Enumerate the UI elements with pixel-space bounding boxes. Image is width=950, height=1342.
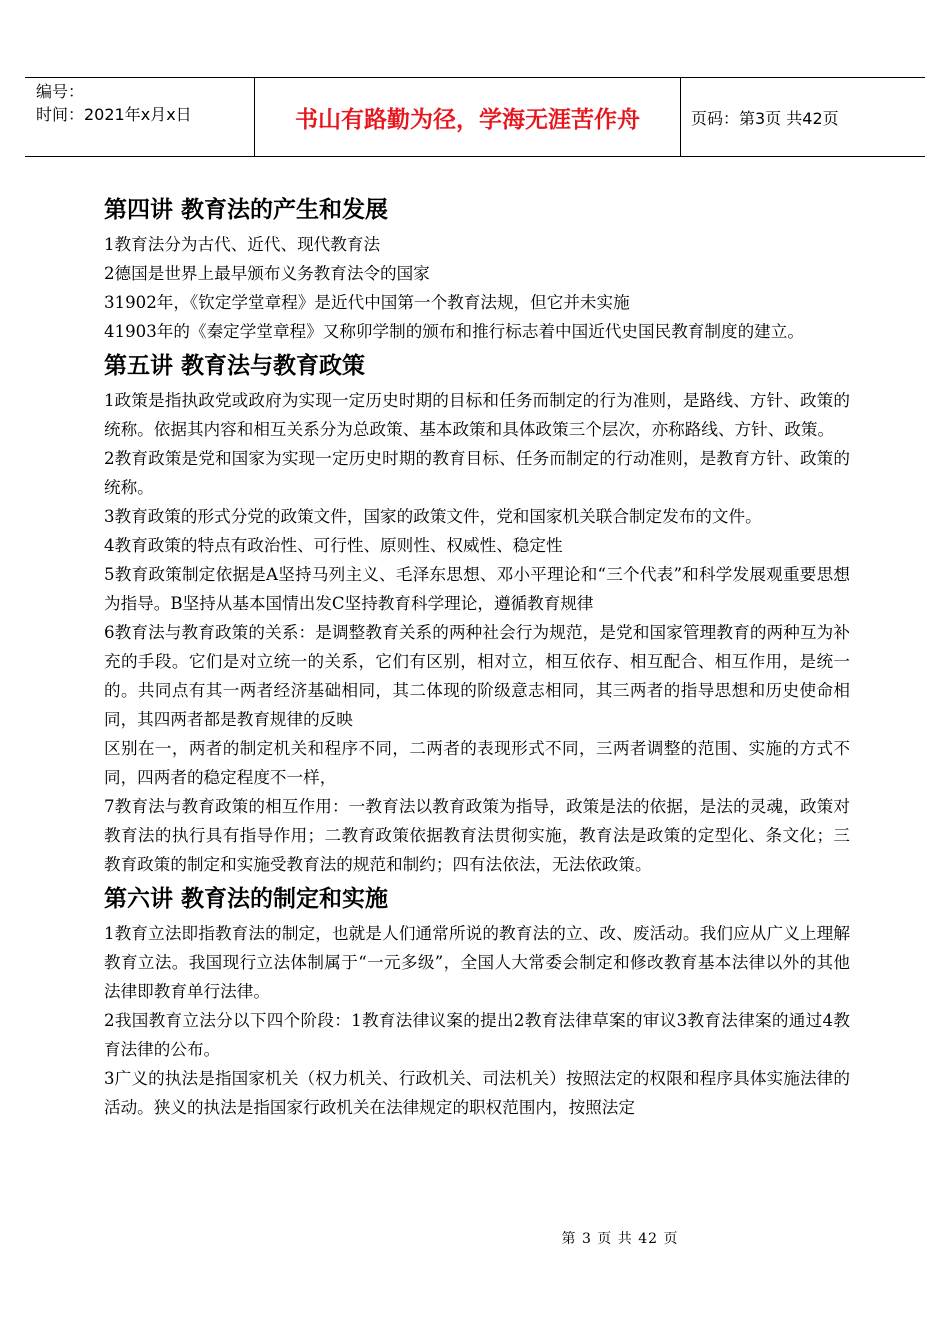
- number-label: 编号：: [36, 82, 85, 101]
- section-title: 第五讲 教育法与教育政策: [104, 353, 366, 379]
- section-title: 第六讲 教育法的制定和实施: [104, 886, 389, 912]
- paragraph: 6教育法与教育政策的关系：是调整教育关系的两种社会行为规范，是党和国家管理教育的两种互为补充的手段。它们是对立统一的关系，它们有区别，相对立，相互依存、相互配合、相互作用，是统一的。共同点有其一两者经济基础相同，其二体现的阶级意志相同，其三两者的指导思想和历史使命相同，其四两者都是教育规律的反映: [104, 623, 850, 729]
- paragraph: 3广义的执法是指国家机关（权力机关、行政机关、司法机关）按照法定的权限和程序具体实施法律的活动。狭义的执法是指国家行政机关在法律规定的职权范围内，按照法定: [104, 1069, 850, 1117]
- header-motto: 书山有路勤为径，学海无涯苦作舟: [255, 78, 681, 156]
- paragraph: 2我国教育立法分以下四个阶段：1教育法律议案的提出2教育法律草案的审议3教育法律案的通过4教育法律的公布。: [104, 1011, 850, 1059]
- paragraph: 1教育法分为古代、近代、现代教育法: [104, 235, 381, 254]
- section-title: 第四讲 教育法的产生和发展: [104, 197, 389, 223]
- paragraph: 7教育法与教育政策的相互作用：一教育法以教育政策为指导，政策是法的依据，是法的灵魂，政策对教育法的执行具有指导作用；二教育政策依据教育法贯彻实施，教育法是政策的定型化、条文化；三教育政策的制定和实施受教育法的规范和制约；四有法依法，无法依政策。: [104, 797, 850, 874]
- page-header: [25, 77, 925, 157]
- document-body: [104, 190, 850, 1122]
- time-label: 时间：2021年x月x日: [36, 105, 192, 124]
- paragraph: 31902年，《钦定学堂章程》是近代中国第一个教育法规，但它并未实施: [104, 293, 630, 312]
- paragraph: 1教育立法即指教育法的制定，也就是人们通常所说的教育法的立、改、废活动。我们应从广义上理解教育立法。我国现行立法体制属于“一元多级”，全国人大常委会制定和修改教育基本法律以外的其他法律即教育单行法律。: [104, 924, 850, 1001]
- paragraph: 2教育政策是党和国家为实现一定历史时期的教育目标、任务而制定的行动准则，是教育方针、政策的统称。: [104, 449, 850, 497]
- header-page-info: 页码：第3页 共42页: [691, 108, 839, 128]
- paragraph: 2德国是世界上最早颁布义务教育法令的国家: [104, 264, 430, 283]
- page-footer: 第 3 页 共 42 页: [561, 1231, 679, 1247]
- paragraph: 5教育政策制定依据是A坚持马列主义、毛泽东思想、邓小平理论和“三个代表”和科学发展观重要思想为指导。B坚持从基本国情出发C坚持教育科学理论，遵循教育规律: [104, 565, 850, 613]
- header-meta: [25, 78, 255, 156]
- paragraph: 区别在一，两者的制定机关和程序不同，二两者的表现形式不同，三两者调整的范围、实施的方式不同，四两者的稳定程度不一样，: [104, 739, 850, 787]
- paragraph: 41903年的《秦定学堂章程》又称卯学制的颁布和推行标志着中国近代史国民教育制度的建立。: [104, 322, 804, 341]
- paragraph: 4教育政策的特点有政治性、可行性、原则性、权威性、稳定性: [104, 536, 563, 555]
- paragraph: 3教育政策的形式分党的政策文件，国家的政策文件，党和国家机关联合制定发布的文件。: [104, 507, 762, 526]
- paragraph: 1政策是指执政党或政府为实现一定历史时期的目标和任务而制定的行为准则，是路线、方针、政策的统称。依据其内容和相互关系分为总政策、基本政策和具体政策三个层次，亦称路线、方针、政策。: [104, 391, 850, 439]
